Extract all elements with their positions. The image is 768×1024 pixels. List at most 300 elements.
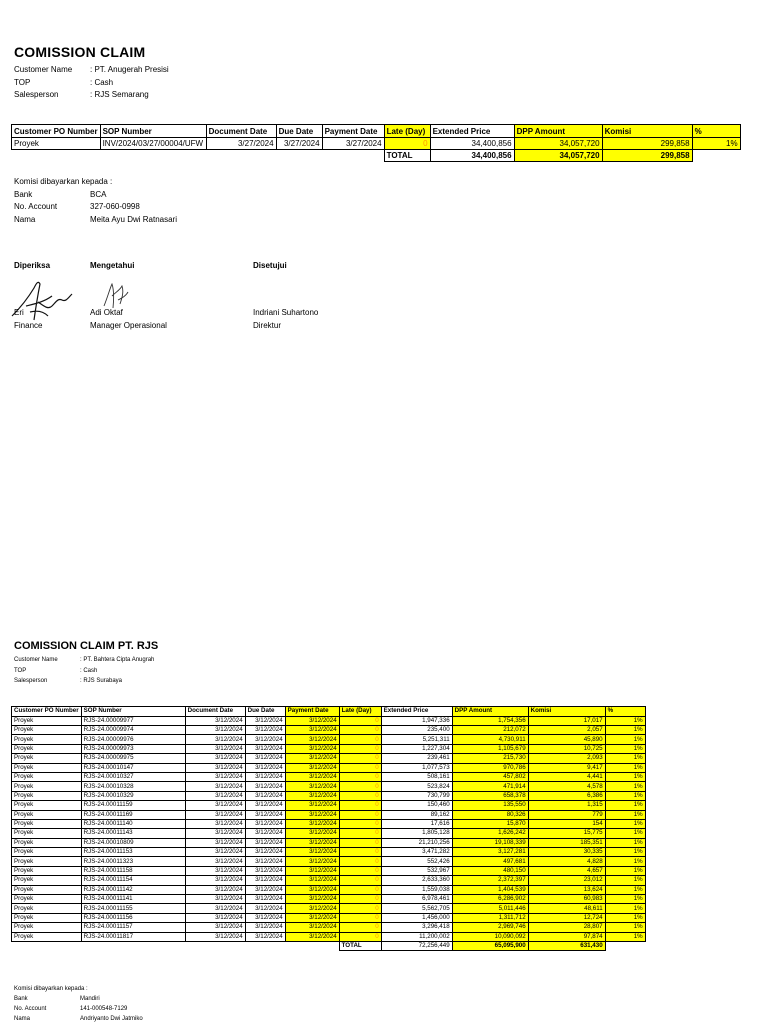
payment-intro: Komisi dibayarkan kepada : — [14, 986, 88, 992]
table-cell: 21,210,256 — [381, 838, 452, 847]
table-cell: 3/12/2024 — [285, 923, 339, 932]
table-cell: 3/12/2024 — [285, 857, 339, 866]
table-cell: 1% — [605, 725, 645, 734]
table-cell: 1% — [605, 772, 645, 781]
table-row — [12, 932, 646, 941]
table-cell: 523,824 — [381, 782, 452, 791]
table-cell: Proyek — [12, 810, 82, 819]
table-cell: 3/12/2024 — [285, 744, 339, 753]
table-cell: RJS-24.00011323 — [81, 857, 185, 866]
table-cell: 0 — [339, 923, 381, 932]
table-cell: 185,351 — [528, 838, 605, 847]
payment-row: Nama Meita Ayu Dwi Ratnasari — [14, 214, 177, 224]
table-cell: 3/12/2024 — [245, 932, 285, 941]
table-cell: 0 — [339, 744, 381, 753]
table-cell: 4,730,911 — [452, 735, 528, 744]
table-cell: 658,378 — [452, 791, 528, 800]
col-header: Payment Date — [322, 125, 384, 138]
table-cell: 1% — [605, 876, 645, 885]
manager-signer: Adi Oktaf Manager Operasional — [90, 308, 167, 330]
table-cell: 17,017 — [528, 716, 605, 725]
info-row: Salesperson : RJS Semarang — [14, 90, 149, 99]
claim1-info — [14, 64, 169, 102]
table-cell: 135,550 — [452, 801, 528, 810]
table-cell: RJS-24.00011154 — [81, 876, 185, 885]
table-cell: Proyek — [12, 725, 82, 734]
total-extended: 34,400,856 — [430, 150, 514, 162]
table-cell: 3/12/2024 — [185, 913, 245, 922]
table-row — [12, 791, 646, 800]
table-cell: 3/12/2024 — [185, 819, 245, 828]
table-cell: RJS-24.00009975 — [81, 754, 185, 763]
table-cell: 3/12/2024 — [185, 735, 245, 744]
total-label: TOTAL — [384, 150, 430, 162]
table-cell: 3/12/2024 — [285, 772, 339, 781]
table-cell: 3/12/2024 — [185, 725, 245, 734]
table-row — [12, 838, 646, 847]
table-cell: 3/12/2024 — [185, 876, 245, 885]
table-cell: RJS-24.00010328 — [81, 782, 185, 791]
table-cell: 19,108,339 — [452, 838, 528, 847]
table-cell: 299,858 — [602, 138, 692, 150]
col-header: Document Date — [185, 707, 245, 717]
col-header: Due Date — [245, 707, 285, 717]
total-dpp: 34,057,720 — [514, 150, 602, 162]
table-cell: 3/12/2024 — [285, 801, 339, 810]
table-row — [12, 754, 646, 763]
table-cell: 34,400,856 — [430, 138, 514, 150]
total-komisi: 631,430 — [528, 941, 605, 950]
table-cell: 1% — [605, 838, 645, 847]
table-cell: RJS-24.00011141 — [81, 895, 185, 904]
table-cell: 3/12/2024 — [245, 866, 285, 875]
col-header: % — [605, 707, 645, 717]
table-cell: 2,372,397 — [452, 876, 528, 885]
col-header: Payment Date — [285, 707, 339, 717]
table-cell: RJS-24.00011143 — [81, 829, 185, 838]
table-row — [12, 904, 646, 913]
table-cell: 3/12/2024 — [245, 885, 285, 894]
table-cell: 1,456,000 — [381, 913, 452, 922]
claim1-table — [11, 124, 741, 162]
table-cell: RJS-24.00011140 — [81, 819, 185, 828]
table-cell: 154 — [528, 819, 605, 828]
table-cell: RJS-24.00010809 — [81, 838, 185, 847]
table-cell: 3/27/2024 — [276, 138, 322, 150]
table-cell: 3,127,281 — [452, 848, 528, 857]
table-cell: 10,725 — [528, 744, 605, 753]
claim2-info — [14, 655, 154, 687]
table-cell: 212,072 — [452, 725, 528, 734]
table-cell: 1,077,573 — [381, 763, 452, 772]
table-cell: 508,161 — [381, 772, 452, 781]
table-cell: 0 — [339, 932, 381, 941]
table-cell: 0 — [339, 876, 381, 885]
table-cell: RJS-24.00009973 — [81, 744, 185, 753]
table-cell: 970,786 — [452, 763, 528, 772]
table-cell: 1% — [605, 801, 645, 810]
table-row — [12, 923, 646, 932]
table-cell: 3/12/2024 — [285, 876, 339, 885]
table-cell: 0 — [339, 829, 381, 838]
table-cell: 0 — [339, 725, 381, 734]
table-cell: 3/12/2024 — [285, 735, 339, 744]
table-cell: Proyek — [12, 913, 82, 922]
table-row — [12, 885, 646, 894]
table-cell: RJS-24.00010327 — [81, 772, 185, 781]
table-cell: 532,967 — [381, 866, 452, 875]
info-row: TOP : Cash — [14, 77, 114, 87]
table-cell: 0 — [339, 735, 381, 744]
col-header: Customer PO Number — [12, 125, 101, 138]
table-cell: 3/12/2024 — [185, 716, 245, 725]
table-cell: RJS-24.00009974 — [81, 725, 185, 734]
table-cell: 3/12/2024 — [245, 716, 285, 725]
table-cell: 3/12/2024 — [245, 838, 285, 847]
table-cell: Proyek — [12, 876, 82, 885]
claim1-title: COMISSION CLAIM — [14, 44, 146, 60]
table-cell: 0 — [339, 791, 381, 800]
table-cell: 1% — [605, 848, 645, 857]
col-header: Komisi — [528, 707, 605, 717]
table-cell: Proyek — [12, 782, 82, 791]
table-cell: RJS-24.00011156 — [81, 913, 185, 922]
claim2-table — [11, 706, 646, 951]
table-cell: 2,633,360 — [381, 876, 452, 885]
payment-intro: Komisi dibayarkan kepada : — [14, 177, 113, 186]
table-cell: 0 — [339, 754, 381, 763]
table-cell: 3/12/2024 — [185, 904, 245, 913]
table-cell: Proyek — [12, 716, 82, 725]
table-cell: 3/12/2024 — [285, 838, 339, 847]
table-cell: 1% — [605, 895, 645, 904]
table-cell: 2,093 — [528, 754, 605, 763]
table-cell: 1,404,539 — [452, 885, 528, 894]
table-cell: 1% — [605, 819, 645, 828]
table-cell: 3/27/2024 — [322, 138, 384, 150]
table-cell: 0 — [339, 772, 381, 781]
table-cell: Proyek — [12, 735, 82, 744]
col-header: Due Date — [276, 125, 322, 138]
table-cell: 215,730 — [452, 754, 528, 763]
table-cell: 0 — [339, 810, 381, 819]
table-cell: 10,090,092 — [452, 932, 528, 941]
col-header: SOP Number — [81, 707, 185, 717]
table-cell: RJS-24.00009976 — [81, 735, 185, 744]
table-cell: 2,969,746 — [452, 923, 528, 932]
table-cell: 3/12/2024 — [245, 829, 285, 838]
table-row — [12, 810, 646, 819]
table-cell: 80,326 — [452, 810, 528, 819]
table-cell: 12,724 — [528, 913, 605, 922]
table-cell: 3/12/2024 — [245, 782, 285, 791]
table-cell: 3/12/2024 — [185, 763, 245, 772]
table-cell: 34,057,720 — [514, 138, 602, 150]
table-cell: 0 — [339, 716, 381, 725]
col-header: Late (Day) — [339, 707, 381, 717]
claim2-title: COMISSION CLAIM PT. RJS — [14, 640, 159, 652]
table-cell: RJS-24.00010329 — [81, 791, 185, 800]
table-cell: 1% — [605, 716, 645, 725]
table-cell: 0 — [339, 885, 381, 894]
table-cell: 15,775 — [528, 829, 605, 838]
table-cell: 89,162 — [381, 810, 452, 819]
table-cell: RJS-24.00011153 — [81, 848, 185, 857]
table-cell: 17,616 — [381, 819, 452, 828]
table-cell: 1% — [605, 810, 645, 819]
table-cell: 1,805,128 — [381, 829, 452, 838]
table-cell: 552,426 — [381, 857, 452, 866]
table-cell: 3/12/2024 — [245, 791, 285, 800]
table-cell: Proyek — [12, 819, 82, 828]
col-header: Late (Day) — [384, 125, 430, 138]
table-row — [12, 138, 741, 150]
table-cell: 1% — [605, 744, 645, 753]
table-cell: 2,057 — [528, 725, 605, 734]
payment-row: Bank Mandiri — [14, 996, 100, 1002]
table-cell: 3/12/2024 — [285, 885, 339, 894]
table-cell: 3/12/2024 — [245, 848, 285, 857]
table-cell: RJS-24.00011155 — [81, 904, 185, 913]
table-cell: 3/12/2024 — [245, 819, 285, 828]
table-cell: 0 — [339, 848, 381, 857]
table-row — [12, 725, 646, 734]
table-cell: 3/12/2024 — [245, 801, 285, 810]
table-cell: 457,802 — [452, 772, 528, 781]
table-row — [12, 782, 646, 791]
table-cell: INV/2024/03/27/00004/UFW — [100, 138, 206, 150]
table-cell: 97,874 — [528, 932, 605, 941]
approved-label: Disetujui — [253, 261, 287, 270]
table-cell: 1% — [605, 866, 645, 875]
table-cell: 0 — [339, 819, 381, 828]
table-row — [12, 819, 646, 828]
table-cell: 1,105,679 — [452, 744, 528, 753]
info-row: Customer Name : PT. Anugerah Presisi — [14, 65, 169, 74]
table-cell: RJS-24.00011169 — [81, 810, 185, 819]
table-cell: Proyek — [12, 763, 82, 772]
table-cell: 3/12/2024 — [245, 923, 285, 932]
table-cell: 3/12/2024 — [185, 932, 245, 941]
table-cell: 5,011,446 — [452, 904, 528, 913]
table-cell: 0 — [339, 866, 381, 875]
table-cell: 239,461 — [381, 754, 452, 763]
table-cell: 3/12/2024 — [285, 913, 339, 922]
col-header: Document Date — [206, 125, 276, 138]
col-header: DPP Amount — [452, 707, 528, 717]
table-cell: 779 — [528, 810, 605, 819]
payment-row: No. Account 327-060-0998 — [14, 202, 140, 211]
table-row — [12, 735, 646, 744]
table-cell: Proyek — [12, 744, 82, 753]
payment-row: No. Account 141-000548-7129 — [14, 1006, 128, 1012]
table-cell: 1,754,356 — [452, 716, 528, 725]
table-cell: 3/12/2024 — [185, 895, 245, 904]
table-cell: 3/12/2024 — [185, 791, 245, 800]
table-row — [12, 895, 646, 904]
table-cell: 0 — [339, 838, 381, 847]
table-cell: 3/12/2024 — [285, 754, 339, 763]
table-cell: 1% — [605, 932, 645, 941]
table-cell: 235,400 — [381, 725, 452, 734]
table-cell: RJS-24.00011142 — [81, 885, 185, 894]
table-cell: 45,890 — [528, 735, 605, 744]
table-cell: 3/12/2024 — [245, 772, 285, 781]
table-cell: 0 — [339, 763, 381, 772]
table-row — [12, 772, 646, 781]
claim1-payment — [14, 176, 177, 226]
table-cell: 3/12/2024 — [245, 895, 285, 904]
table-cell: 0 — [339, 857, 381, 866]
table-cell: Proyek — [12, 838, 82, 847]
payment-row: Nama Andriyanto Dwi Jatmiko — [14, 1016, 143, 1022]
table-cell: 3/12/2024 — [245, 810, 285, 819]
table-cell: 3/12/2024 — [285, 904, 339, 913]
table-row — [12, 801, 646, 810]
table-cell: 1% — [605, 885, 645, 894]
table-cell: Proyek — [12, 801, 82, 810]
table-cell: Proyek — [12, 772, 82, 781]
table-cell: 15,870 — [452, 819, 528, 828]
col-header: DPP Amount — [514, 125, 602, 138]
table-cell: 3/12/2024 — [245, 725, 285, 734]
table-cell: RJS-24.00011159 — [81, 801, 185, 810]
table-row — [12, 716, 646, 725]
table-cell: 3/12/2024 — [185, 801, 245, 810]
table-cell: Proyek — [12, 885, 82, 894]
table-cell: 0 — [339, 895, 381, 904]
table-cell: 3,471,282 — [381, 848, 452, 857]
table-cell: 48,611 — [528, 904, 605, 913]
table-cell: Proyek — [12, 932, 82, 941]
table-cell: 1% — [692, 138, 740, 150]
table-cell: 6,978,461 — [381, 895, 452, 904]
table-cell: 1% — [605, 782, 645, 791]
table-cell: 3/27/2024 — [206, 138, 276, 150]
table-cell: 1,626,242 — [452, 829, 528, 838]
total-label: TOTAL — [339, 941, 381, 950]
table-cell: 5,562,705 — [381, 904, 452, 913]
total-extended: 72,256,449 — [381, 941, 452, 950]
table-cell: 1,559,038 — [381, 885, 452, 894]
table-header-row — [12, 707, 646, 717]
table-cell: 3/12/2024 — [185, 848, 245, 857]
table-total-row — [12, 150, 741, 162]
table-cell: 471,914 — [452, 782, 528, 791]
table-cell: 4,828 — [528, 857, 605, 866]
col-header: SOP Number — [100, 125, 206, 138]
table-cell: 3/12/2024 — [285, 725, 339, 734]
col-header: Extended Price — [381, 707, 452, 717]
table-header-row — [12, 125, 741, 138]
table-cell: 1% — [605, 791, 645, 800]
table-cell: 23,012 — [528, 876, 605, 885]
table-cell: Proyek — [12, 866, 82, 875]
table-cell: 3/12/2024 — [245, 754, 285, 763]
table-cell: 0 — [339, 782, 381, 791]
table-cell: 1% — [605, 904, 645, 913]
table-total-row — [12, 941, 646, 950]
total-dpp: 65,095,900 — [452, 941, 528, 950]
table-row — [12, 913, 646, 922]
table-cell: 30,335 — [528, 848, 605, 857]
table-cell: 11,200,002 — [381, 932, 452, 941]
table-cell: 3/12/2024 — [185, 829, 245, 838]
table-cell: 3/12/2024 — [285, 716, 339, 725]
info-row: Customer Name : PT. Bahtera Cipta Anugrah — [14, 657, 155, 663]
table-cell: 3/12/2024 — [245, 744, 285, 753]
table-cell: Proyek — [12, 848, 82, 857]
table-cell: Proyek — [12, 138, 101, 150]
table-cell: 730,799 — [381, 791, 452, 800]
table-cell: 9,417 — [528, 763, 605, 772]
table-cell: 1,311,712 — [452, 913, 528, 922]
table-cell: 3/12/2024 — [185, 923, 245, 932]
table-cell: 0 — [339, 801, 381, 810]
table-cell: 3/12/2024 — [245, 876, 285, 885]
table-cell: 0 — [384, 138, 430, 150]
table-cell: 3/12/2024 — [285, 819, 339, 828]
table-cell: 1% — [605, 829, 645, 838]
table-cell: 60,983 — [528, 895, 605, 904]
table-cell: 480,150 — [452, 866, 528, 875]
checked-label: Diperiksa — [14, 261, 51, 270]
table-row — [12, 857, 646, 866]
table-cell: Proyek — [12, 923, 82, 932]
table-cell: 3,296,418 — [381, 923, 452, 932]
known-label: Mengetahui — [90, 261, 135, 270]
table-cell: 3/12/2024 — [285, 791, 339, 800]
table-cell: 3/12/2024 — [285, 829, 339, 838]
table-cell: 28,807 — [528, 923, 605, 932]
table-cell: 3/12/2024 — [285, 932, 339, 941]
table-cell: 1% — [605, 763, 645, 772]
table-cell: Proyek — [12, 791, 82, 800]
table-cell: 0 — [339, 913, 381, 922]
table-cell: RJS-24.00009977 — [81, 716, 185, 725]
table-cell: 1,227,304 — [381, 744, 452, 753]
table-cell: 3/12/2024 — [185, 754, 245, 763]
table-cell: 3/12/2024 — [185, 866, 245, 875]
table-cell: 13,624 — [528, 885, 605, 894]
table-cell: 1,315 — [528, 801, 605, 810]
payment-row: Bank BCA — [14, 189, 107, 199]
table-cell: Proyek — [12, 829, 82, 838]
table-cell: Proyek — [12, 754, 82, 763]
table-cell: 3/12/2024 — [185, 744, 245, 753]
table-row — [12, 848, 646, 857]
table-cell: 3/12/2024 — [185, 885, 245, 894]
table-cell: RJS-24.00011158 — [81, 866, 185, 875]
table-cell: Proyek — [12, 857, 82, 866]
table-row — [12, 866, 646, 875]
table-cell: RJS-24.00011817 — [81, 932, 185, 941]
table-cell: 4,441 — [528, 772, 605, 781]
claim2-payment — [14, 984, 143, 1024]
table-row — [12, 763, 646, 772]
table-cell: 0 — [339, 904, 381, 913]
table-cell: 4,657 — [528, 866, 605, 875]
table-cell: 3/12/2024 — [245, 857, 285, 866]
table-cell: 1% — [605, 923, 645, 932]
info-row: Salesperson : RJS Surabaya — [14, 678, 123, 684]
table-cell: 497,681 — [452, 857, 528, 866]
col-header: Customer PO Number — [12, 707, 82, 717]
table-cell: 1,947,336 — [381, 716, 452, 725]
table-cell: 3/12/2024 — [245, 913, 285, 922]
table-cell: 150,460 — [381, 801, 452, 810]
table-cell: 3/12/2024 — [285, 763, 339, 772]
